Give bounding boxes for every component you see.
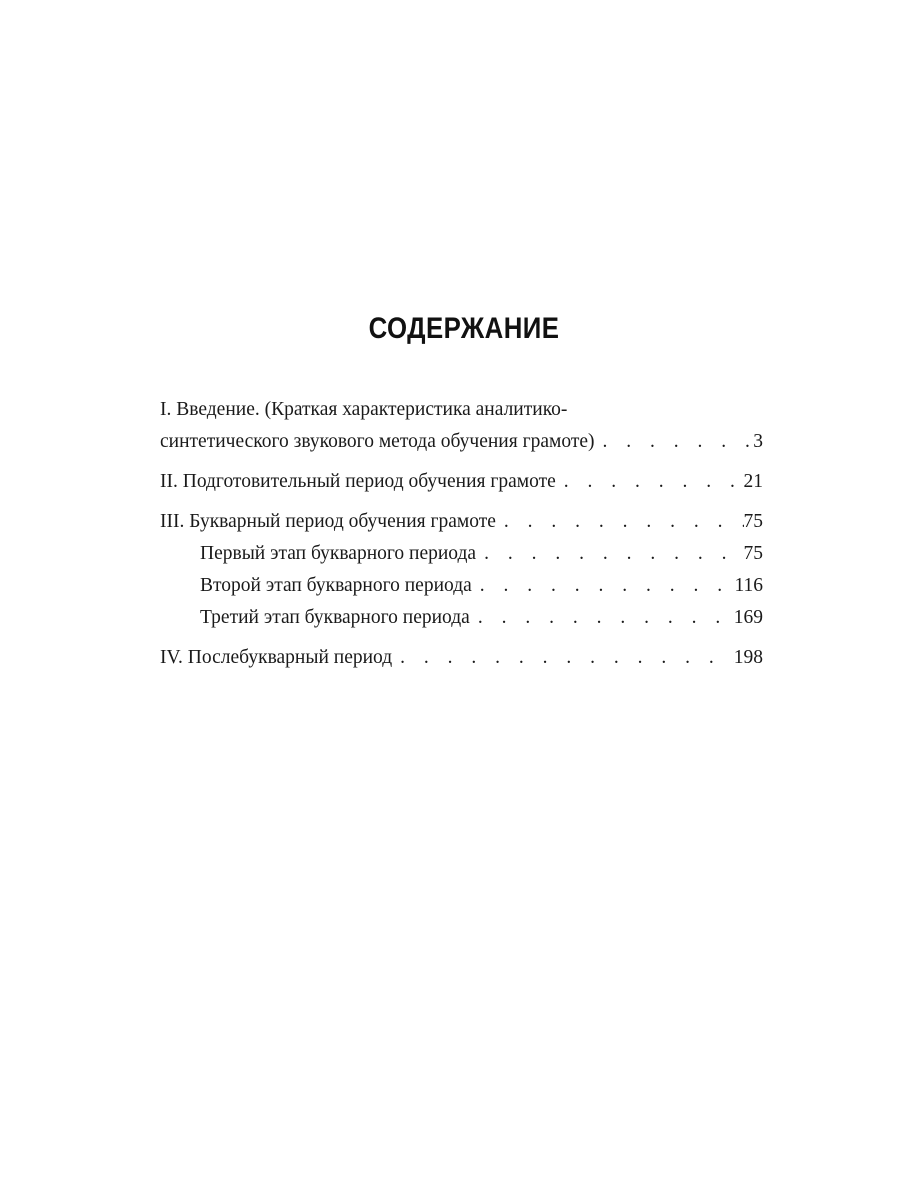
toc-entry-3-2[interactable] [160,570,763,602]
toc-entry-label: синтетического звукового метода обучения грамоте) [160,431,595,452]
leader-dots [594,426,749,458]
toc-entry-3[interactable] [160,506,763,538]
toc-entry-label: II. Подготовительный период обучения грамоте [160,471,556,492]
leader-dots [472,570,735,602]
leader-dots [392,642,734,674]
toc-entry-2[interactable] [160,466,763,498]
toc-page-number: 3 [753,431,763,452]
toc-page-number: 198 [733,647,763,668]
toc-page-number: 169 [733,607,763,628]
toc-entry-3-1[interactable] [160,538,763,570]
page-title: СОДЕРЖАНИЕ [368,312,560,345]
toc-page-number: 75 [743,543,763,564]
toc-entry-4[interactable] [160,642,763,674]
leader-dots [476,538,743,570]
toc-entry-3-3[interactable] [160,602,763,634]
leader-dots [470,602,734,634]
leader-dots [496,506,744,538]
toc-entry-1-line-1: I. Введение. (Краткая характеристика аналитико- [160,399,568,420]
toc-entry-label: Первый этап букварного периода [200,543,477,564]
toc-entry-1[interactable] [160,426,763,458]
toc-entry-label: Третий этап букварного периода [200,607,470,628]
toc-page-number: 116 [734,575,763,596]
toc-entry-label: III. Букварный период обучения грамоте [160,511,496,532]
toc-entry-label: IV. Послебукварный период [160,647,393,668]
toc-page-number: 21 [743,471,763,492]
leader-dots [556,466,744,498]
toc-page-number: 75 [743,511,763,532]
table-of-contents [160,394,763,674]
toc-entry-label: Второй этап букварного периода [200,575,472,596]
